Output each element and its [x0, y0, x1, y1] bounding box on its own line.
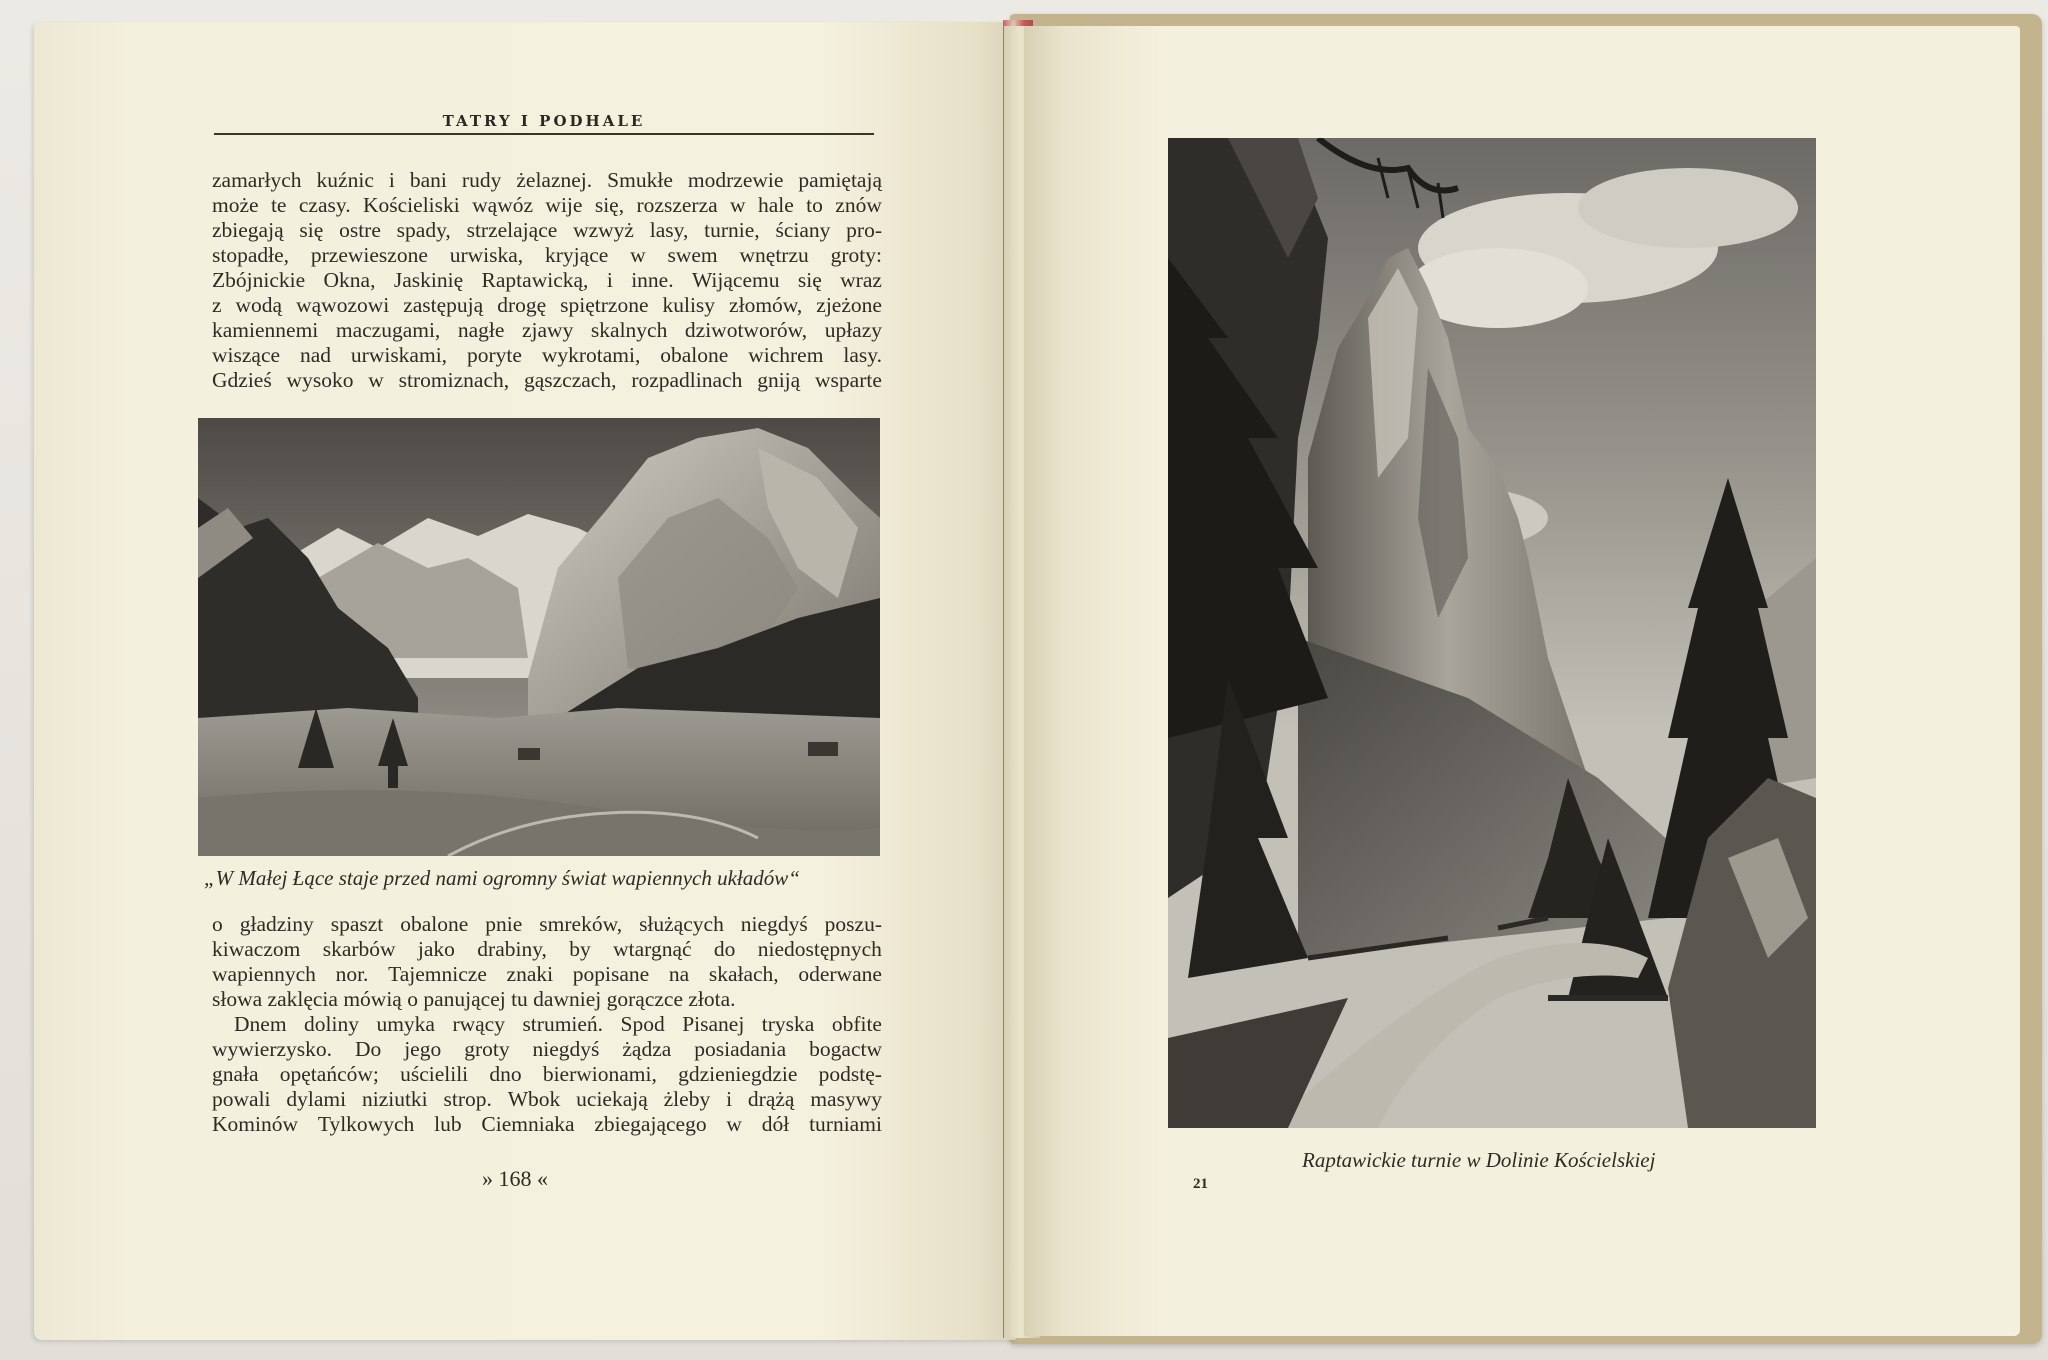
valley-photo [198, 418, 880, 856]
gorge-photo-caption: Raptawickie turnie w Dolinie Kościelskiej [1302, 1148, 1656, 1172]
text-line: wywierzysko. Do jego groty niegdyś żądza posiadania bogactw [212, 1037, 882, 1061]
text-line: stopadłe, przewieszone urwiska, kryjące w swem wnętrzu groty: [212, 243, 882, 267]
text-line: zbiegają się ostre spady, strzelające wzwyż lasy, turnie, ściany pro- [212, 218, 882, 242]
paragraph-top [212, 168, 882, 393]
text-line: o gładziny spaszt obalone pnie smreków, służących niegdyś poszu- [212, 912, 882, 936]
text-line: wapiennych nor. Tajemnicze znaki popisane na skałach, oderwane [212, 962, 882, 986]
text-line: zamarłych kuźnic i bani rudy żelaznej. Smukłe modrzewie pamiętają [212, 168, 882, 192]
paragraph-bottom [212, 912, 882, 1137]
text-line: może te czasy. Kościeliski wąwóz wije się, rozszerza w hale to znów [212, 193, 882, 217]
gorge-photo-image [1168, 138, 1816, 1128]
text-line: Dnem doliny umyka rwący strumień. Spod Pisanej tryska obfite [234, 1012, 882, 1036]
text-line: Gdzieś wysoko w stromiznach, gąszczach, rozpadlinach gniją wsparte [212, 368, 882, 392]
page-number: » 168 « [482, 1166, 548, 1191]
text-line: wiszące nad urwiskami, poryte wykrotami, obalone wichrem lasy. [212, 343, 882, 367]
gorge-photo [1168, 138, 1816, 1128]
valley-photo-caption: „W Małej Łące staje przed nami ogromny świat wapiennych układów“ [204, 866, 800, 890]
plate-number: 21 [1193, 1176, 1208, 1192]
text-line: powali dylami niziutki strop. Wbok uciekają żleby i drążą masywy [212, 1087, 882, 1111]
text-line: słowa zaklęcia mówią o panującej tu dawniej gorączce złota. [212, 987, 736, 1011]
text-line: Kominów Tylkowych lub Ciemniaka zbiegającego w dół turniami [212, 1112, 882, 1136]
valley-photo-image [198, 418, 880, 856]
text-line: gnała opętańców; uścielili dno bierwionami, gdzieniegdzie podstę- [212, 1062, 882, 1086]
text-line: Zbójnickie Okna, Jaskinię Raptawicką, i inne. Wijącemu się wraz [212, 268, 882, 292]
text-line: kiwaczom skarbów jako drabiny, by wtargnąć do niedostępnych [212, 937, 882, 961]
running-head: TATRY I PODHALE [442, 112, 646, 130]
text-line: z wodą wąwozowi zastępują drogę spiętrzone kulisy złomów, zjeżone [212, 293, 882, 317]
text-line: kamiennemi maczugami, nagłe zjawy skalnych dziwotworów, upłazy [212, 318, 882, 342]
header-rule [214, 133, 874, 135]
